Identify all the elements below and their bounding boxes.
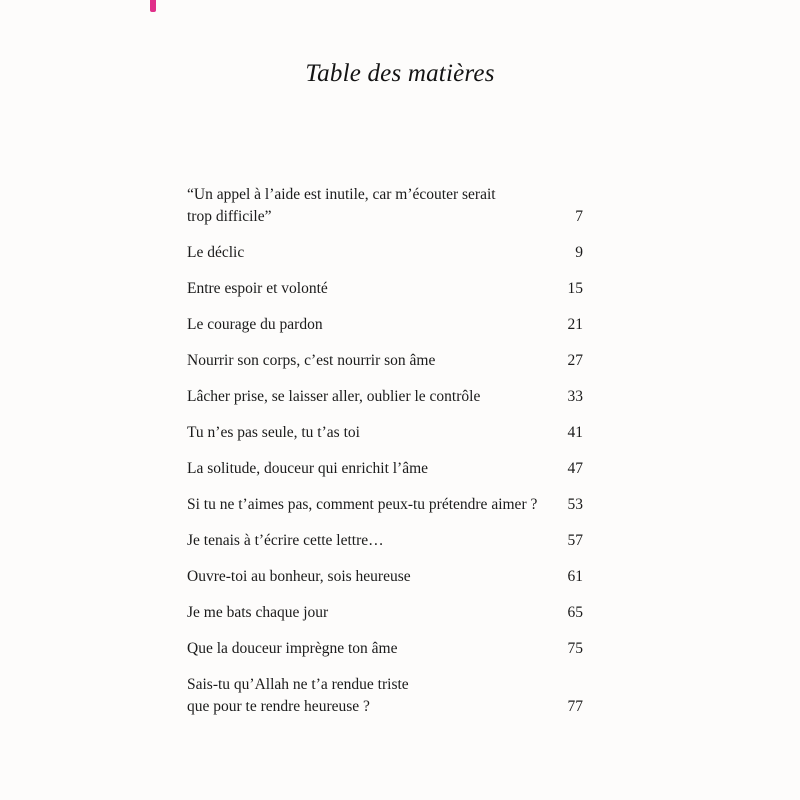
toc-entry [187,638,587,660]
toc-entry-page: 7 [575,208,583,225]
toc-entry-label: Tu n’es pas seule, tu t’as toi [187,424,360,441]
toc-entry-label: Que la douceur imprègne ton âme [187,640,398,657]
toc-entry-label: Je tenais à t’écrire cette lettre… [187,532,384,549]
toc-entry-label: Ouvre-toi au bonheur, sois heureuse [187,568,411,585]
toc-entry-page: 21 [567,316,583,333]
toc-entry [187,386,587,408]
toc-entry-label: Si tu ne t’aimes pas, comment peux-tu prétendre aimer ? [187,496,538,513]
toc-entry-page: 65 [567,604,583,621]
toc-entry-page: 77 [567,698,583,715]
toc-entry-page: 57 [567,532,583,549]
toc-entry-label: Le courage du pardon [187,316,323,333]
toc-entry [187,422,587,444]
toc-entry [187,458,587,480]
toc-entry-label: La solitude, douceur qui enrichit l’âme [187,460,429,477]
toc-entry-label: Sais-tu qu’Allah ne t’a rendue triste que pour te rendre heureuse ? [187,676,409,715]
page-title: Table des matières [305,60,495,87]
toc-entry-page: 47 [567,460,583,477]
toc-entry-label: Nourrir son corps, c’est nourrir son âme [187,352,436,369]
toc-entry-label: Le déclic [187,244,245,261]
toc-entry [187,242,587,264]
toc-entry [187,674,587,718]
toc-entry-page: 61 [567,568,583,585]
toc-entry-page: 15 [567,280,583,297]
toc-entry-label: Lâcher prise, se laisser aller, oublier le contrôle [187,388,481,405]
toc-entry-page: 53 [567,496,583,513]
toc-entry [187,184,587,228]
toc-entry-page: 75 [567,640,583,657]
toc-entry [187,314,587,336]
toc-entry-page: 27 [567,352,583,369]
toc-entry [187,350,587,372]
toc-entry-label: Je me bats chaque jour [187,604,329,621]
toc-entry-label: “Un appel à l’aide est inutile, car m’écouter serait trop difficile” [187,186,496,225]
toc-entry-page: 41 [567,424,583,441]
toc-entry [187,530,587,552]
toc-entry [187,278,587,300]
toc-entry-label: Entre espoir et volonté [187,280,328,297]
table-of-contents [187,184,587,718]
toc-entry-page: 33 [567,388,583,405]
page-edge-mark [150,0,156,12]
toc-entry-page: 9 [575,244,583,261]
toc-entry [187,566,587,588]
toc-entry [187,494,587,516]
toc-entry [187,602,587,624]
